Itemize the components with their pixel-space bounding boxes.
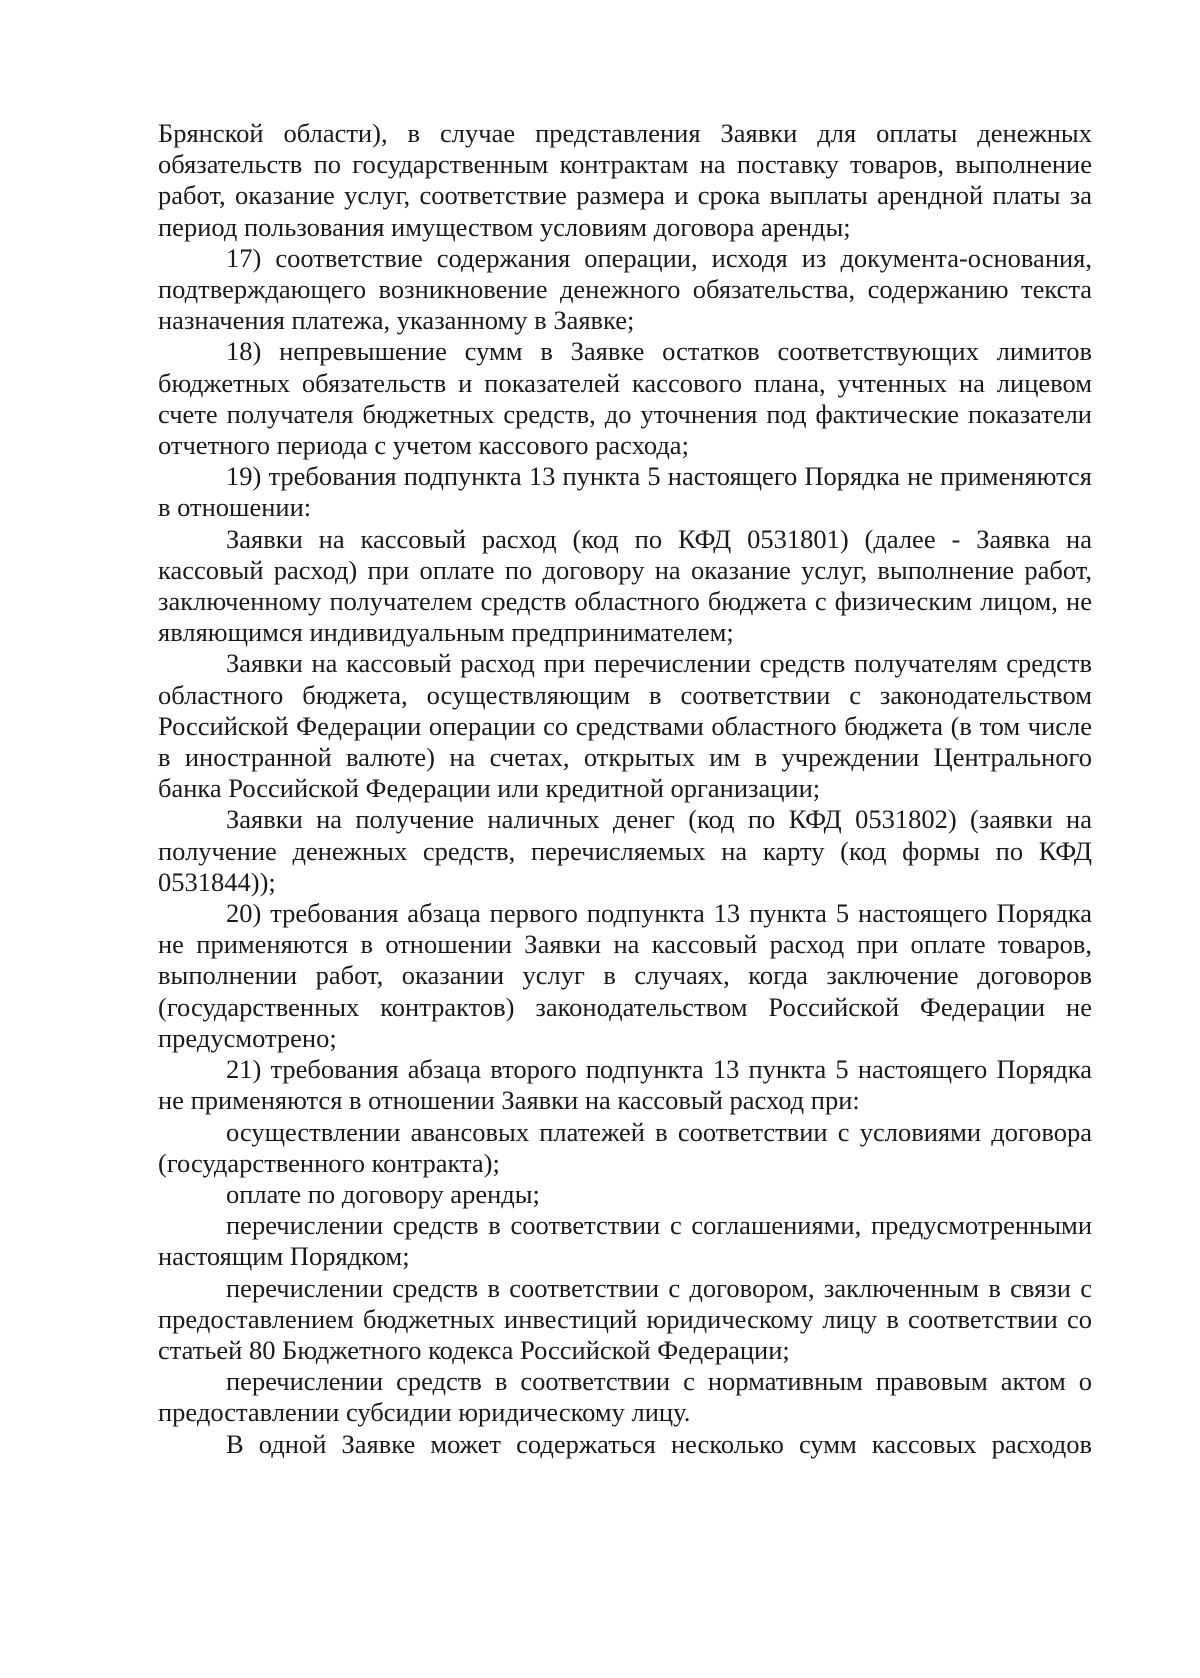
paragraph-item-19-a: Заявки на кассовый расход (код по КФД 0531801) (далее - Заявка на кассовый расход) при оплате по договору на оказание услуг, выполнение работ, заключенному получателем средств областного бюджета с физическим лицом, не являющимся индивидуальным предпринимателем; [158, 523, 1092, 648]
paragraph-continuation: Брянской области), в случае представления Заявки для оплаты денежных обязательств по государственным контрактам на поставку товаров, выполнение работ, оказание услуг, соответствие размера и срока выплаты арендной платы за период пользования имуществом условиям договора аренды; [158, 118, 1092, 242]
paragraph-item-21-d: перечислении средств в соответствии с договором, заключенным в связи с предоставлением бюджетных инвестиций юридическому лицу в соответствии со статьей 80 Бюджетного кодекса Российской Федерации; [158, 1272, 1092, 1365]
paragraph-item-18: 18) непревышение сумм в Заявке остатков соответствующих лимитов бюджетных обязательств и показателей кассового плана, учтенных на лицевом счете получателя бюджетных средств, до уточнения под фактические показатели отчетного периода с учетом кассового расхода; [158, 336, 1092, 461]
paragraph-item-19: 19) требования подпункта 13 пункта 5 настоящего Порядка не применяются в отношении: [158, 461, 1092, 523]
document-body [158, 118, 1092, 1460]
paragraph-item-21: 21) требования абзаца второго подпункта 13 пункта 5 настоящего Порядка не применяются в отношении Заявки на кассовый расход при: [158, 1054, 1092, 1116]
paragraph-item-17: 17) соответствие содержания операции, исходя из документа-основания, подтверждающего возникновение денежного обязательства, содержанию текста назначения платежа, указанному в Заявке; [158, 242, 1092, 336]
paragraph-item-21-b: оплате по договору аренды; [226, 1178, 540, 1209]
paragraph-item-21-c: перечислении средств в соответствии с соглашениями, предусмотренными настоящим Порядком; [158, 1210, 1092, 1272]
paragraph-item-19-c: Заявки на получение наличных денег (код по КФД 0531802) (заявки на получение денежных средств, перечисляемых на карту (код формы по КФД 0531844)); [158, 804, 1092, 897]
paragraph-item-20: 20) требования абзаца первого подпункта 13 пункта 5 настоящего Порядка не применяются в отношении Заявки на кассовый расход при оплате товаров, выполнении работ, оказании услуг в случаях, когда заключение договоров (государственных контрактов) законодательством Российской Федерации не предусмотрено; [158, 898, 1092, 1053]
paragraph-item-21-a: осуществлении авансовых платежей в соответствии с условиями договора (государственного контракта); [158, 1116, 1092, 1178]
paragraph-final: В одной Заявке может содержаться несколько сумм кассовых расходов [226, 1428, 1092, 1459]
paragraph-item-19-b: Заявки на кассовый расход при перечислении средств получателям средств областного бюджета, осуществляющим в соответствии с законодательством Российской Федерации операции со средствами областного бюджета (в том числе в иностранной валюте) на счетах, открытых им в учреждении Центрального банка Российской Федерации или кредитной организации; [158, 648, 1092, 804]
paragraph-item-21-e: перечислении средств в соответствии с нормативным правовым актом о предоставлении субсидии юридическому лицу. [158, 1366, 1092, 1428]
